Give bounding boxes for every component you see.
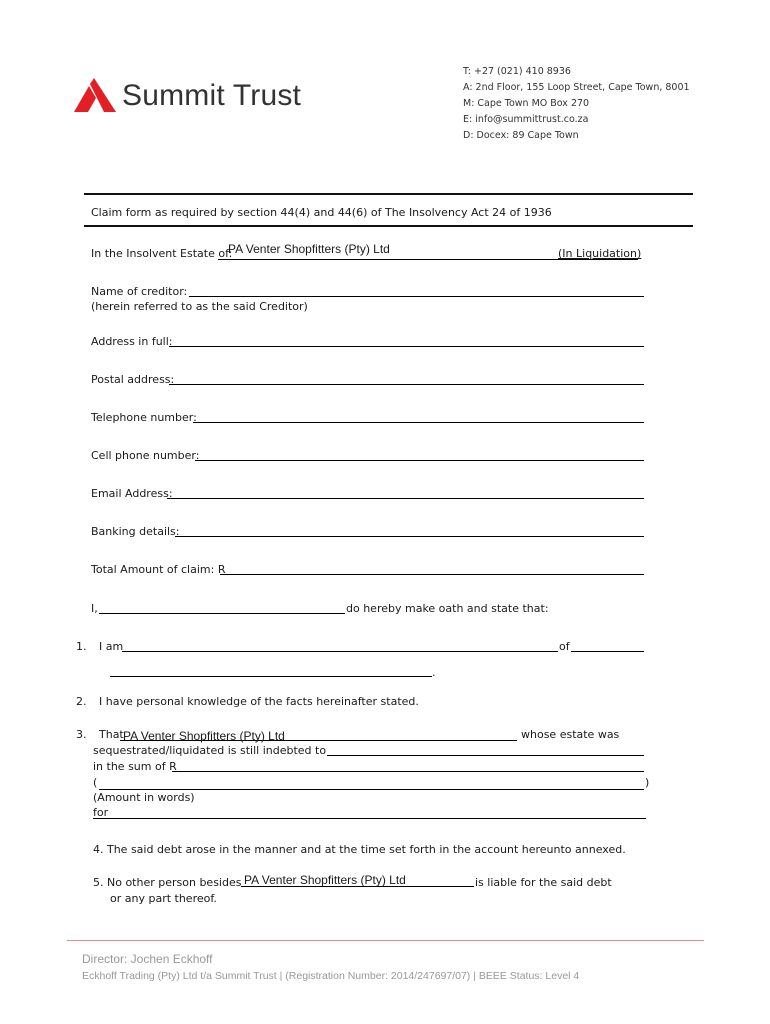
contact-mailbox: M: Cape Town MO Box 270 bbox=[463, 98, 590, 109]
telephone-label: Telephone number: bbox=[91, 411, 197, 424]
oath-name-field[interactable] bbox=[99, 613, 345, 614]
contact-docex: D: Docex: 89 Cape Town bbox=[463, 130, 579, 141]
oath-prefix: I, bbox=[91, 602, 98, 615]
email-field[interactable] bbox=[167, 498, 644, 499]
item3-for: for bbox=[93, 806, 109, 819]
item5-line2: or any part thereof. bbox=[110, 892, 217, 905]
footer-director: Director: Jochen Eckhoff bbox=[82, 952, 213, 966]
contact-address: A: 2nd Floor, 155 Loop Street, Cape Town, 8001 bbox=[463, 82, 690, 93]
insolvent-estate-label: In the Insolvent Estate of: bbox=[91, 247, 233, 260]
address-label: Address in full: bbox=[91, 335, 173, 348]
form-title: Claim form as required by section 44(4) and 44(6) of The Insolvency Act 24 of 1936 bbox=[91, 206, 552, 219]
cell-label: Cell phone number: bbox=[91, 449, 200, 462]
telephone-field[interactable] bbox=[193, 422, 644, 423]
item1-number: 1. bbox=[76, 640, 87, 653]
item3-open-paren: ( bbox=[93, 776, 98, 789]
item3-amount-words-field[interactable] bbox=[99, 789, 644, 790]
in-liquidation-label: (In Liquidation) bbox=[558, 247, 642, 260]
item2-text: I have personal knowledge of the facts hereinafter stated. bbox=[99, 695, 419, 708]
item3-line3: in the sum of R bbox=[93, 760, 177, 773]
creditor-note: (herein referred to as the said Creditor) bbox=[91, 300, 308, 313]
item3-close-paren: ) bbox=[645, 776, 650, 789]
creditor-field[interactable] bbox=[189, 296, 644, 297]
item1-capacity-field[interactable] bbox=[122, 651, 558, 652]
email-label: Email Address: bbox=[91, 487, 173, 500]
creditor-label: Name of creditor: bbox=[91, 285, 188, 298]
item3-whose-estate: whose estate was bbox=[521, 728, 620, 741]
contact-email: E: info@summittrust.co.za bbox=[463, 114, 589, 125]
item3-amount-words-label: (Amount in words) bbox=[93, 791, 195, 804]
title-rule-bottom bbox=[84, 225, 693, 227]
postal-label: Postal address: bbox=[91, 373, 175, 386]
item5-suffix: is liable for the said debt bbox=[475, 876, 612, 889]
item3-sum-field[interactable] bbox=[172, 771, 644, 772]
title-rule-top bbox=[84, 193, 693, 195]
cell-field[interactable] bbox=[195, 460, 644, 461]
footer-company: Eckhoff Trading (Pty) Ltd t/a Summit Trust | (Registration Number: 2014/247697/07) | BEEE Status: Level 4 bbox=[82, 970, 580, 982]
brand-name: Summit Trust bbox=[122, 79, 302, 112]
item1-of-field[interactable] bbox=[571, 651, 644, 652]
item3-for-field[interactable] bbox=[93, 818, 646, 819]
item2-number: 2. bbox=[76, 695, 87, 708]
item3-line2: sequestrated/liquidated is still indebted to bbox=[93, 744, 327, 757]
item5-party-value[interactable]: PA Venter Shopfitters (Pty) Ltd bbox=[244, 873, 406, 887]
item1-second-line-field[interactable] bbox=[110, 676, 432, 677]
address-field[interactable] bbox=[169, 346, 644, 347]
total-claim-label: Total Amount of claim: R bbox=[91, 563, 226, 576]
item1-period: . bbox=[432, 666, 436, 679]
footer-rule bbox=[67, 940, 704, 941]
item1-text: I am bbox=[99, 640, 124, 653]
item1-of: of bbox=[559, 640, 570, 653]
banking-label: Banking details: bbox=[91, 525, 180, 538]
item3-that: That bbox=[99, 728, 124, 741]
postal-field[interactable] bbox=[169, 384, 644, 385]
banking-field[interactable] bbox=[175, 536, 644, 537]
insolvent-estate-value[interactable]: PA Venter Shopfitters (Pty) Ltd bbox=[228, 242, 390, 256]
oath-suffix: do hereby make oath and state that: bbox=[346, 602, 549, 615]
contact-telephone: T: +27 (021) 410 8936 bbox=[463, 66, 571, 77]
item3-number: 3. bbox=[76, 728, 87, 741]
item3-creditor-field[interactable] bbox=[327, 755, 644, 756]
item3-debtor-value[interactable]: PA Venter Shopfitters (Pty) Ltd bbox=[123, 729, 285, 743]
summit-trust-logo-icon bbox=[74, 78, 116, 112]
item5-prefix: 5. No other person besides bbox=[93, 876, 242, 889]
item4-text: 4. The said debt arose in the manner and at the time set forth in the account hereunto annexed. bbox=[93, 843, 626, 856]
total-claim-field[interactable] bbox=[220, 574, 644, 575]
